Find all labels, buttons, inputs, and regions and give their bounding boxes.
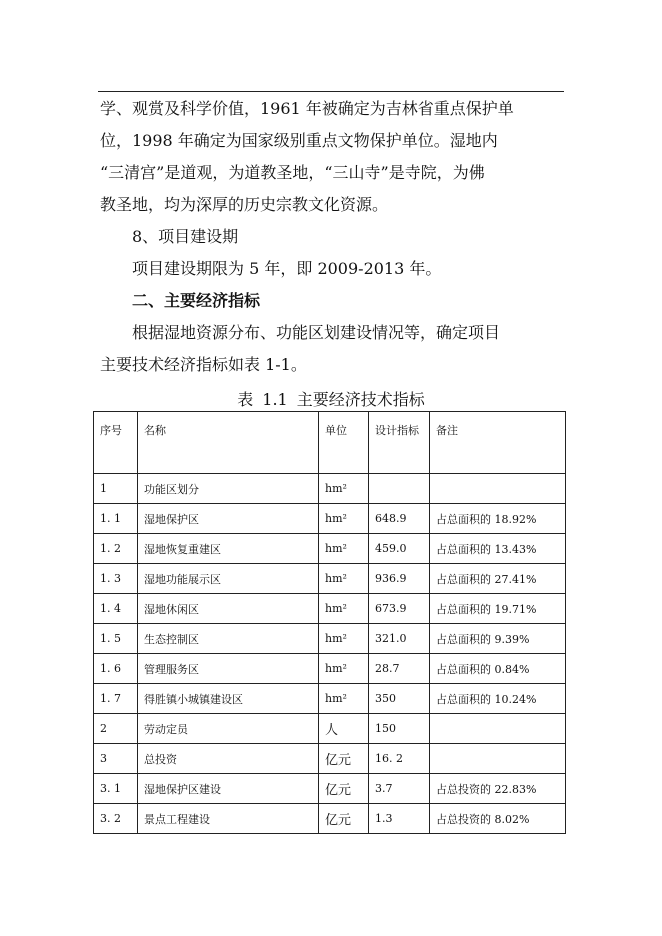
- table-caption: 表 1.1 主要经济技术指标: [237, 390, 425, 409]
- table-cell: hm²: [319, 594, 369, 624]
- table-cell: [430, 744, 566, 774]
- intro-line: 教圣地，均为深厚的历史宗教文化资源。: [100, 195, 389, 214]
- table-cell: 占总面积的 18.92%: [430, 504, 566, 534]
- table-cell: 占总面积的 0.84%: [430, 654, 566, 684]
- table-cell: hm²: [319, 474, 369, 504]
- table-row: [94, 534, 566, 564]
- table-cell: 150: [369, 714, 430, 744]
- table-header-row: [94, 412, 566, 474]
- table-cell: 功能区划分: [138, 474, 319, 504]
- table-cell: 1. 2: [94, 534, 138, 564]
- table-cell: 1. 7: [94, 684, 138, 714]
- table-cell: 湿地保护区: [138, 504, 319, 534]
- table-row: [94, 684, 566, 714]
- table-cell: 占总面积的 10.24%: [430, 684, 566, 714]
- table-cell: 2: [94, 714, 138, 744]
- table-cell: 459.0: [369, 534, 430, 564]
- paragraph-line: 主要技术经济指标如表 1-1。: [100, 355, 307, 374]
- section8-title: 8、项目建设期: [132, 227, 239, 246]
- table-cell: 占总面积的 13.43%: [430, 534, 566, 564]
- paragraph-line: 根据湿地资源分布、功能区划建设情况等，确定项目: [132, 323, 501, 342]
- table-row: [94, 594, 566, 624]
- table-cell: [369, 474, 430, 504]
- table-cell: 占总面积的 9.39%: [430, 624, 566, 654]
- table-cell: 景点工程建设: [138, 804, 319, 834]
- header-cell: 名称: [138, 412, 319, 474]
- table-cell: 1: [94, 474, 138, 504]
- table-cell: 生态控制区: [138, 624, 319, 654]
- table-cell: 3. 2: [94, 804, 138, 834]
- table-cell: hm²: [319, 624, 369, 654]
- table-cell: 得胜镇小城镇建设区: [138, 684, 319, 714]
- body-text: [100, 93, 570, 381]
- table-cell: hm²: [319, 654, 369, 684]
- table-cell: 936.9: [369, 564, 430, 594]
- table-cell: 占总投资的 22.83%: [430, 774, 566, 804]
- header-cell: 序号: [94, 412, 138, 474]
- table-row: [94, 474, 566, 504]
- table-cell: 人: [319, 714, 369, 744]
- table-cell: 湿地恢复重建区: [138, 534, 319, 564]
- table-cell: 673.9: [369, 594, 430, 624]
- header-cell: 单位: [319, 412, 369, 474]
- table-cell: [430, 474, 566, 504]
- table-cell: 湿地保护区建设: [138, 774, 319, 804]
- table-cell: hm²: [319, 684, 369, 714]
- table-cell: 占总面积的 27.41%: [430, 564, 566, 594]
- table-cell: 占总面积的 19.71%: [430, 594, 566, 624]
- table-cell: 350: [369, 684, 430, 714]
- header-rule: [98, 91, 564, 92]
- table-cell: 28.7: [369, 654, 430, 684]
- table-cell: 1. 6: [94, 654, 138, 684]
- table-cell: 3.7: [369, 774, 430, 804]
- table-cell: 16. 2: [369, 744, 430, 774]
- table-row: [94, 654, 566, 684]
- table-cell: [430, 714, 566, 744]
- table-row: [94, 504, 566, 534]
- intro-line: 位，1998 年确定为国家级别重点文物保护单位。湿地内: [100, 131, 498, 150]
- table-cell: 亿元: [319, 744, 369, 774]
- table-cell: 1. 3: [94, 564, 138, 594]
- table-cell: 湿地功能展示区: [138, 564, 319, 594]
- intro-line: 学、观赏及科学价值，1961 年被确定为吉林省重点保护单: [100, 99, 514, 118]
- table-cell: 3. 1: [94, 774, 138, 804]
- table-cell: 321.0: [369, 624, 430, 654]
- table-cell: 1.3: [369, 804, 430, 834]
- table-cell: 3: [94, 744, 138, 774]
- intro-line: “三清宫”是道观，为道教圣地，“三山寺”是寺院，为佛: [100, 163, 485, 182]
- header-cell: 设计指标: [369, 412, 430, 474]
- indicators-table: [93, 411, 566, 834]
- table-cell: 劳动定员: [138, 714, 319, 744]
- table-cell: 亿元: [319, 804, 369, 834]
- table-row: [94, 804, 566, 834]
- section8-text: 项目建设期限为 5 年，即 2009-2013 年。: [132, 259, 442, 278]
- table-row: [94, 774, 566, 804]
- table-row: [94, 624, 566, 654]
- table-cell: 1. 4: [94, 594, 138, 624]
- table-cell: 湿地休闲区: [138, 594, 319, 624]
- table-cell: 648.9: [369, 504, 430, 534]
- table-row: [94, 564, 566, 594]
- table-cell: hm²: [319, 564, 369, 594]
- header-cell: 备注: [430, 412, 566, 474]
- table-row: [94, 714, 566, 744]
- table-cell: 总投资: [138, 744, 319, 774]
- section-heading: 二、主要经济指标: [132, 291, 261, 310]
- table-cell: 占总投资的 8.02%: [430, 804, 566, 834]
- table-row: [94, 744, 566, 774]
- table-cell: hm²: [319, 534, 369, 564]
- table-cell: 亿元: [319, 774, 369, 804]
- table-cell: 管理服务区: [138, 654, 319, 684]
- table-cell: hm²: [319, 504, 369, 534]
- table-cell: 1. 1: [94, 504, 138, 534]
- table-cell: 1. 5: [94, 624, 138, 654]
